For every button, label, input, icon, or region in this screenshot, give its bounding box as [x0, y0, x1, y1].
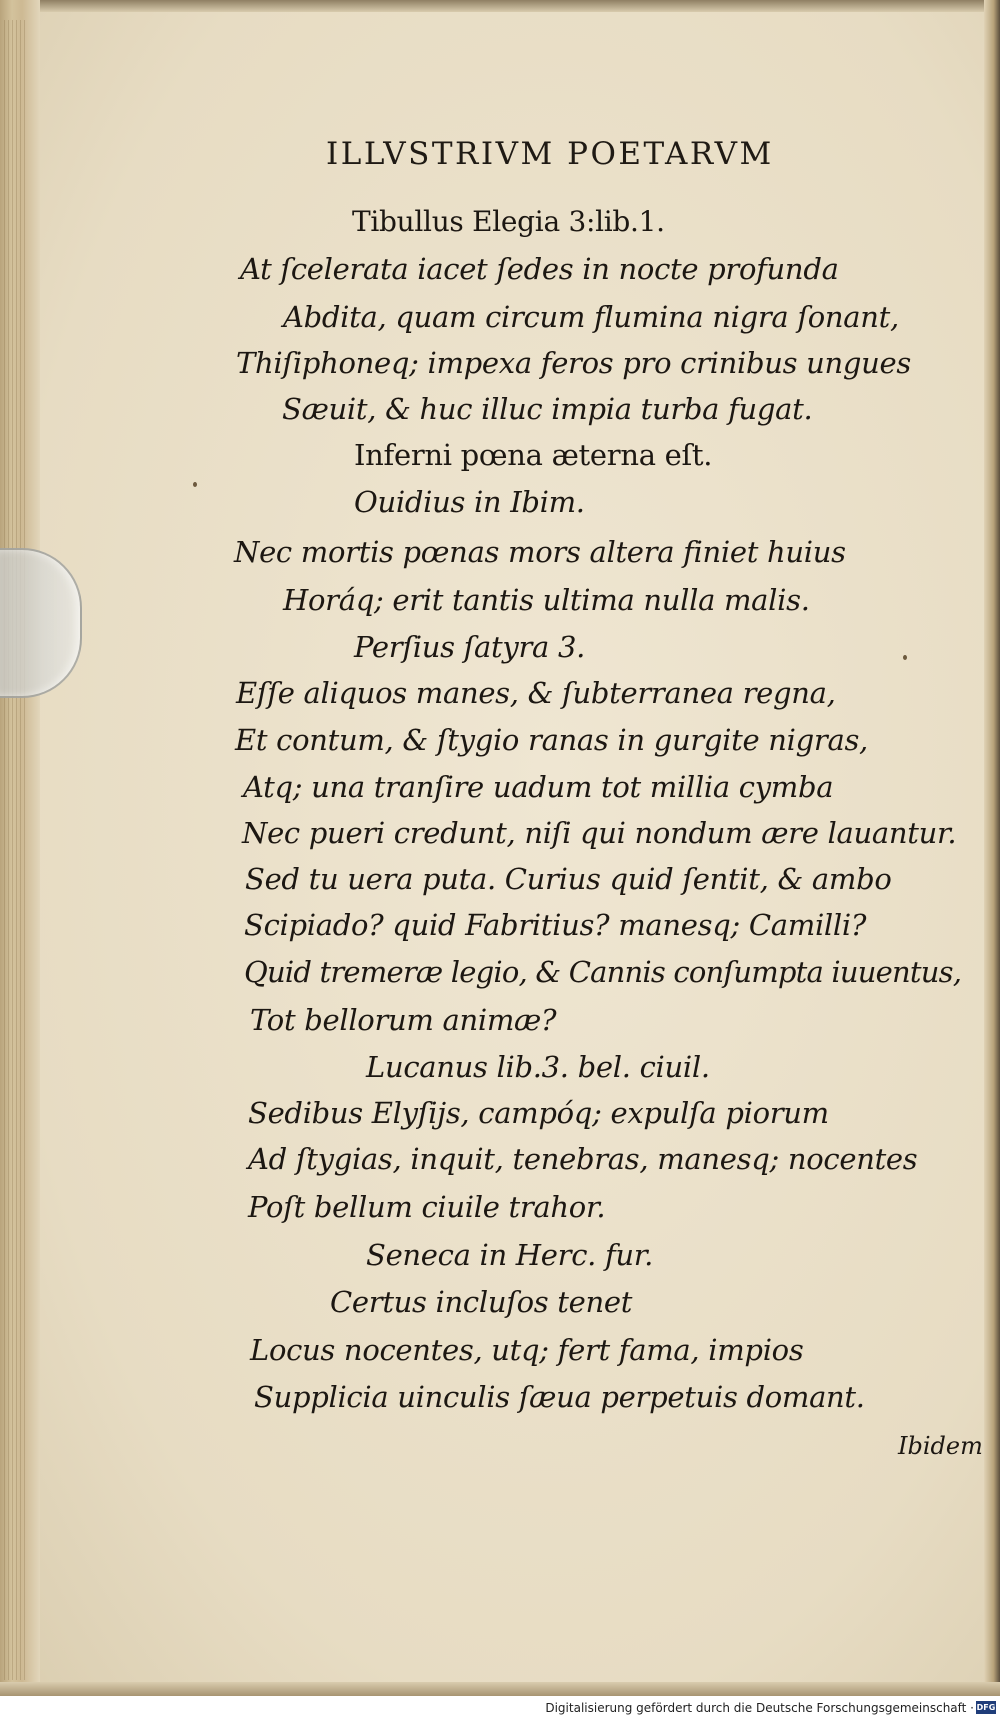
- verse-heading: Lucanus lib.3. bel. ciuil.: [366, 1050, 710, 1084]
- running-header: ILLVSTRIVM POETARVM: [326, 136, 774, 172]
- verse-heading: Perſius ſatyra 3.: [354, 630, 586, 664]
- verse-line: Et contum, & ſtygio ranas in gurgite nigras,: [235, 723, 868, 757]
- verse-line: Sedibus Elyſijs, campóq; expulſa piorum: [248, 1096, 829, 1130]
- verse-line: Nec pueri credunt, niſi qui nondum ære lauantur.: [242, 816, 957, 850]
- verse-line: Atq; una tranſire uadum tot millia cymba: [243, 770, 834, 804]
- verse-line: Poſt bellum ciuile trahor.: [248, 1190, 606, 1224]
- page-holder-clip: [0, 548, 82, 698]
- verse-line: Horáq; erit tantis ultima nulla malis.: [283, 583, 810, 617]
- verse-line: Nec mortis pœnas mors altera finiet huius: [234, 535, 846, 569]
- verse-line: Ad ſtygias, inquit, tenebras, manesq; nocentes: [248, 1142, 918, 1176]
- verse-heading: Tibullus Elegia 3:lib.1.: [352, 205, 665, 238]
- verse-line: Locus nocentes, utq; fert fama, impios: [250, 1333, 804, 1367]
- book-gutter: [0, 0, 40, 1720]
- verse-line: Quid tremeræ legio, & Cannis conſumpta iuuentus,: [244, 955, 962, 989]
- catchword: Ibidem: [898, 1432, 983, 1460]
- page-right-edge: [984, 0, 1000, 1720]
- page-stack-edges: [4, 20, 26, 1680]
- page-bottom-edge: [0, 1682, 1000, 1696]
- dfg-logo: DFG: [976, 1703, 996, 1712]
- verse-heading: Seneca in Herc. fur.: [366, 1238, 654, 1272]
- paper-speck: [193, 482, 197, 487]
- verse-heading: Ouidius in Ibim.: [354, 485, 585, 519]
- footer-credit: Digitalisierung gefördert durch die Deutsche Forschungsgemeinschaft ·: [545, 1701, 974, 1715]
- verse-line: Eſſe aliquos manes, & ſubterranea regna,: [236, 676, 836, 710]
- verse-line: Thiſiphoneq; impexa feros pro crinibus ungues: [236, 346, 911, 380]
- verse-line: At ſcelerata iacet ſedes in nocte profunda: [240, 252, 839, 286]
- verse-line: Sæuit, & huc illuc impia turba fugat.: [282, 392, 813, 426]
- paper-speck: [903, 655, 907, 660]
- verse-line: Scipiado? quid Fabritius? manesq; Camilli?: [244, 908, 867, 942]
- verse-line: Supplicia uinculis ſæua perpetuis domant.: [254, 1380, 865, 1414]
- verse-line: Abdita, quam circum flumina nigra ſonant,: [283, 300, 899, 334]
- verse-heading: Inferni pœna æterna eſt.: [354, 438, 713, 472]
- page-top-edge: [0, 0, 1000, 12]
- verse-line: Tot bellorum animæ?: [250, 1003, 557, 1037]
- verse-line: Certus incluſos tenet: [330, 1285, 633, 1319]
- verse-line: Sed tu uera puta. Curius quid ſentit, & ambo: [245, 862, 892, 896]
